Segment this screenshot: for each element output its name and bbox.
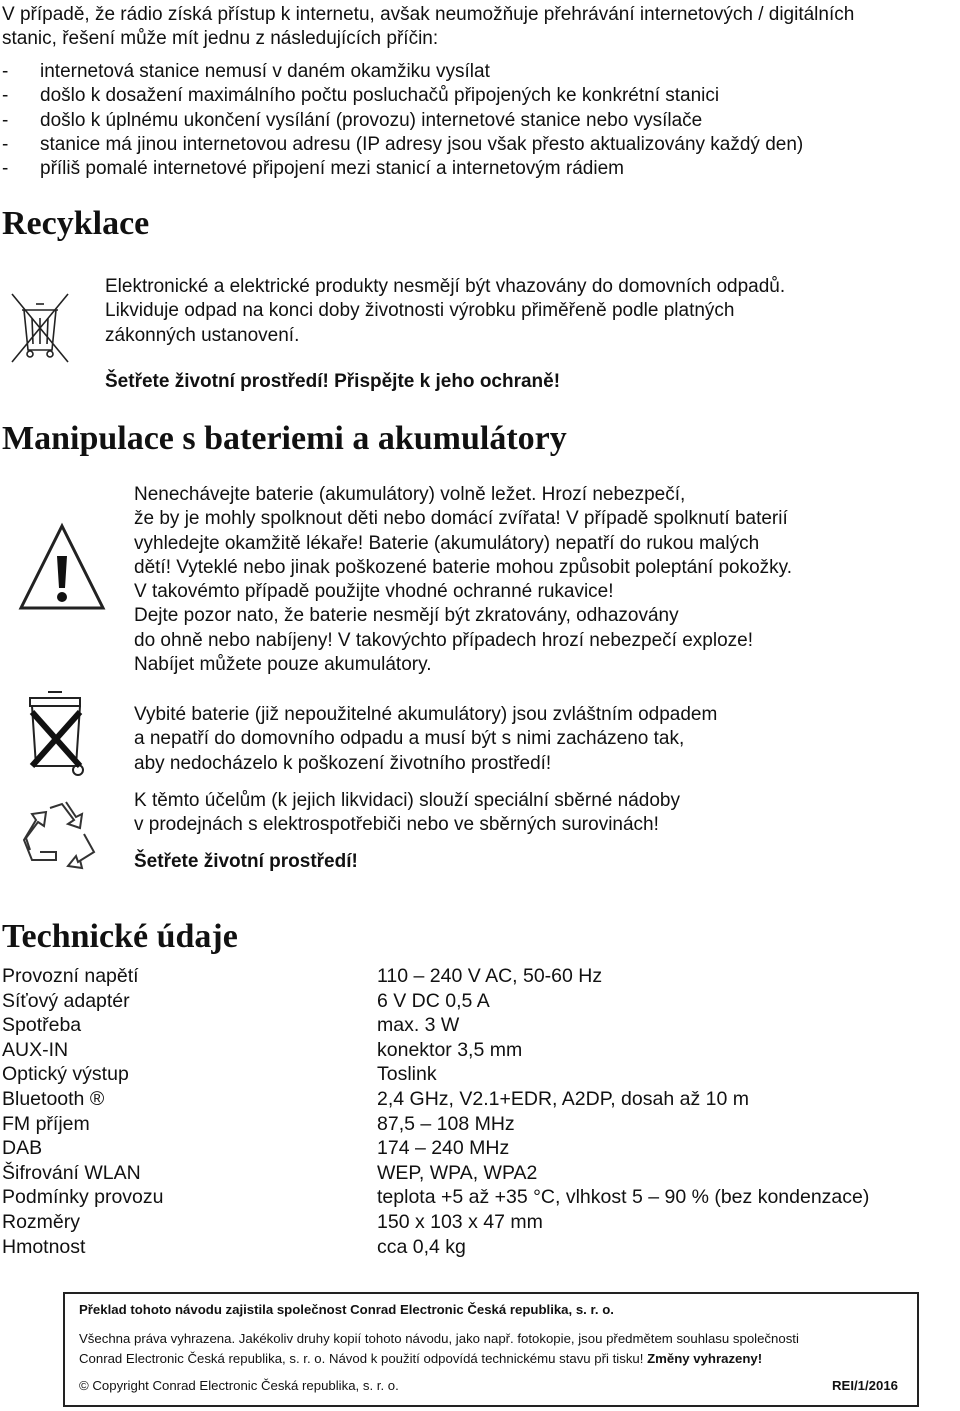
table-row: Hmotnost cca 0,4 kg <box>2 1235 466 1258</box>
recycle-line-2: Likviduje odpad na konci doby životnosti výrobku přiměřeně podle platných <box>105 300 735 322</box>
waste-line-1: Vybité baterie (již nepoužitelné akumulátory) jsou zvláštním odpadem <box>134 704 718 725</box>
intro-line-1: V případě, že rádio získá přístup k internetu, avšak neumožňuje přehrávání internetových / digitálních <box>2 4 855 25</box>
warning-line-1: Nenechávejte baterie (akumulátory) volně ležet. Hrozí nebezpečí, <box>134 484 686 505</box>
battery-heading: Manipulace s bateriemi a akumulátory <box>2 420 567 457</box>
warning-line-3: vyhledejte okamžitě lékaře! Baterie (akumulátory) nepatří do rukou malých <box>134 532 760 554</box>
warning-line-8: Nabíjet můžete pouze akumulátory. <box>134 654 432 676</box>
recycle-line-1: Elektronické a elektrické produkty nesmějí být vhazovány do domovních odpadů. <box>105 276 786 297</box>
battery-collect-text <box>134 789 680 838</box>
specs-heading: Technické údaje <box>2 918 238 955</box>
collect-line-2: v prodejnách s elektrospotřebiči nebo ve sběrných surovinách! <box>134 814 659 836</box>
collect-line-1: K těmto účelům (k jejich likvidaci) slouží speciální sběrné nádoby <box>134 790 680 811</box>
footer-box <box>63 1292 919 1407</box>
waste-line-3: aby nedocházelo k poškození životního prostředí! <box>134 752 552 774</box>
table-row: Spotřeba max. 3 W <box>2 1014 460 1037</box>
warning-line-2: že by je mohly spolknout děti nebo domácí zvířata! V případě spolknutí baterií <box>134 508 788 530</box>
footer-doc-code: REI/1/2016 <box>832 1378 898 1393</box>
waste-line-2: a nepatří do domovního odpadu a musí být s nimi zacházeno tak, <box>134 728 685 750</box>
recycle-text <box>105 275 785 348</box>
intro-text <box>2 3 854 52</box>
footer-copyright: © Copyright Conrad Electronic Česká republika, s. r. o. <box>79 1378 399 1393</box>
intro-line-2: stanic, řešení může mít jednu z následujících příčin: <box>2 28 439 50</box>
battery-warning-text <box>134 483 792 677</box>
warning-line-6: Dejte pozor nato, že baterie nesmějí být zkratovány, odhazovány <box>134 605 679 627</box>
footer-rights-text: Conrad Electronic Česká republika, s. r. o. Návod k použití odpovídá technickému stavu při tisku! <box>79 1351 644 1366</box>
warning-line-5: V takovémto případě použijte vhodné ochranné rukavice! <box>134 581 614 603</box>
table-row: Bluetooth ® 2,4 GHz, V2.1+EDR, A2DP, dosah až 10 m <box>2 1088 749 1110</box>
warning-line-7: do ohně nebo nabíjeny! V takovýchto případech hrozí nebezpečí exploze! <box>134 629 753 651</box>
battery-waste-text <box>134 703 717 776</box>
table-row: Šifrování WLAN WEP, WPA, WPA2 <box>2 1161 538 1184</box>
footer-rights-line-2 <box>79 1351 762 1366</box>
table-row: Rozměry 150 x 103 x 47 mm <box>2 1211 543 1233</box>
specs-table <box>0 965 960 1265</box>
table-row: FM příjem 87,5 – 108 MHz <box>2 1112 515 1135</box>
intro-bullet-list: - internetová stanice nemusí v daném okamžiku vysílat - došlo k dosažení maximálního počtu posluchačů připojených ke konkrétní stanici - došlo k úplnému ukončení vysílání (provozu) internetové stanice nebo vysílače - stanice má jinou internetovou adresu (IP adresy jsou však přesto aktualizovány každý den) - příliš pomalé internetové připojení mezi stanicí a internetovým rádiem <box>2 61 804 180</box>
recycling-arrows-icon <box>22 800 102 870</box>
table-row: AUX-IN konektor 3,5 mm <box>2 1038 523 1061</box>
warning-line-4: dětí! Vyteklé nebo jinak poškozené baterie mohou způsobit poleptání pokožky. <box>134 556 793 578</box>
battery-bin-crossed-icon <box>18 688 94 780</box>
warning-triangle-icon <box>15 520 109 614</box>
footer-title: Překlad tohoto návodu zajistila společnost Conrad Electronic Česká republika, s. r. o. <box>79 1302 614 1317</box>
table-row: Provozní napětí 110 – 240 V AC, 50-60 Hz <box>2 965 603 987</box>
table-row: DAB 174 – 240 MHz <box>2 1137 510 1160</box>
crossed-bin-icon <box>8 290 72 366</box>
recycle-heading: Recyklace <box>2 205 150 242</box>
table-row: Síťový adaptér 6 V DC 0,5 A <box>2 989 490 1012</box>
table-row: Optický výstup Toslink <box>2 1063 437 1086</box>
footer-rights-line-1: Všechna práva vyhrazena. Jakékoliv druhy kopií tohoto návodu, jako např. fotokopie, jsou předmětem souhlasu společnosti <box>79 1331 799 1346</box>
recycle-slogan: Šetřete životní prostředí! Přispějte k jeho ochraně! <box>105 371 561 392</box>
table-row: Podmínky provozu teplota +5 až +35 °C, vlhkost 5 – 90 % (bez kondenzace) <box>2 1186 870 1209</box>
footer-changes-note: Změny vyhrazeny! <box>647 1351 763 1366</box>
recycle-line-3: zákonných ustanovení. <box>105 324 300 346</box>
battery-slogan: Šetřete životní prostředí! <box>134 851 358 872</box>
